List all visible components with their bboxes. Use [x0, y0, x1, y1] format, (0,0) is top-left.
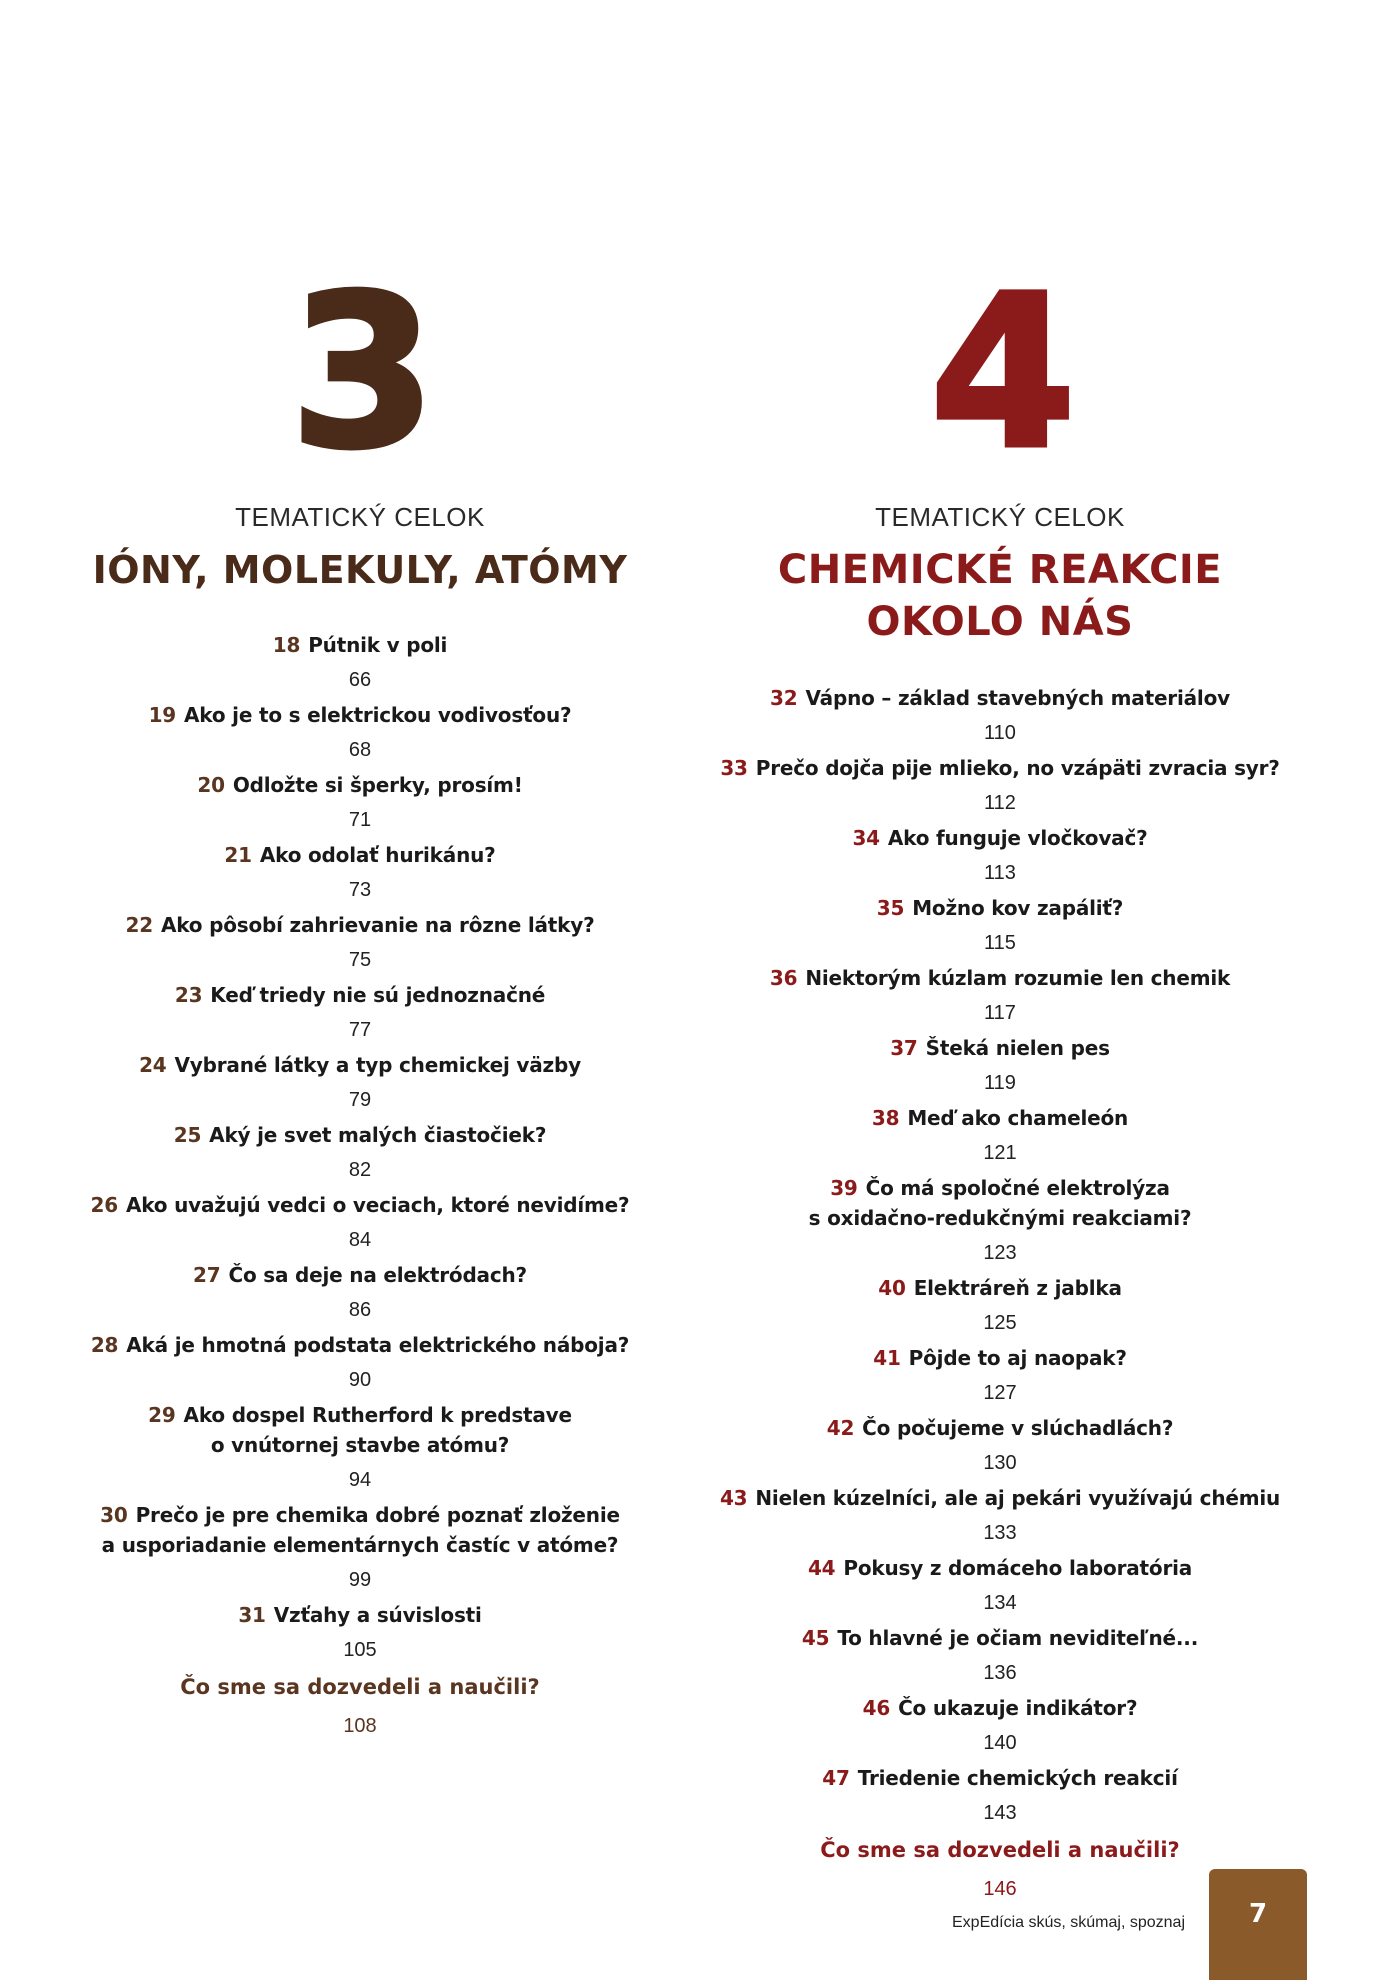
lesson-title-line: Vybrané látky a typ chemickej väzby: [174, 1053, 581, 1077]
lesson-page-number: 86: [348, 1299, 372, 1321]
unit-label: TEMATICKÝ CELOK: [235, 502, 485, 532]
toc-entry-title: [60, 1050, 660, 1080]
toc-entry-title: [700, 1413, 1300, 1443]
lesson-page-number: 140: [983, 1732, 1017, 1754]
toc-entry[interactable]: [700, 1173, 1300, 1273]
toc-entry-title: [700, 1273, 1300, 1303]
toc-entry-title: [60, 1500, 660, 1560]
lesson-title-line: Čo má spoločné elektrolýza: [865, 1176, 1170, 1200]
lesson-title-line: Triedenie chemických reakcií: [857, 1766, 1178, 1790]
lesson-number: 26: [90, 1193, 118, 1217]
lesson-page-number: 73: [348, 879, 372, 901]
toc-entry[interactable]: [60, 1600, 660, 1670]
toc-entry[interactable]: [60, 1190, 660, 1260]
lesson-title-line: Niektorým kúzlam rozumie len chemik: [805, 966, 1231, 990]
toc-entry-title: [60, 700, 660, 730]
lesson-title-line: Pokusy z domáceho laboratória: [843, 1556, 1193, 1580]
lesson-title-line: Aký je svet malých čiastočiek?: [209, 1123, 547, 1147]
toc-list: [700, 683, 1300, 1913]
summary-title: Čo sme sa dozvedeli a naučili?: [820, 1838, 1180, 1862]
toc-entry[interactable]: [60, 980, 660, 1050]
toc-entry[interactable]: [60, 1050, 660, 1120]
toc-summary-entry[interactable]: [60, 1672, 660, 1750]
lesson-title-line: To hlavné je očiam neviditeľné...: [837, 1626, 1199, 1650]
toc-entry[interactable]: [60, 1260, 660, 1330]
toc-entry[interactable]: [700, 1483, 1300, 1553]
lesson-number: 22: [125, 913, 153, 937]
lesson-title-line: s oxidačno-redukčnými reakciami?: [808, 1206, 1192, 1230]
toc-entry-title: [60, 1120, 660, 1150]
lesson-number: 19: [148, 703, 177, 727]
toc-entry[interactable]: [700, 1273, 1300, 1343]
lesson-page-number: 121: [983, 1142, 1017, 1164]
lesson-page-number: 134: [983, 1592, 1017, 1614]
lesson-page-number: 136: [983, 1662, 1017, 1684]
lesson-page-number: 127: [983, 1382, 1017, 1404]
toc-entry[interactable]: [60, 1330, 660, 1400]
toc-entry-title: [700, 1763, 1300, 1793]
lesson-page-number: 84: [348, 1229, 372, 1251]
toc-entry-title: [700, 1693, 1300, 1723]
lesson-title-line: Čo ukazuje indikátor?: [898, 1696, 1138, 1720]
lesson-page-number: 113: [984, 862, 1016, 884]
summary-page-number: 108: [343, 1715, 377, 1737]
toc-entry[interactable]: [700, 893, 1300, 963]
lesson-number: 34: [852, 826, 880, 850]
lesson-title-line: Šteká nielen pes: [925, 1036, 1110, 1060]
lesson-number: 30: [100, 1503, 128, 1527]
lesson-number: 25: [173, 1123, 202, 1147]
lesson-title-line: Vzťahy a súvislosti: [273, 1603, 482, 1627]
lesson-page-number: 99: [348, 1569, 372, 1591]
toc-entry-title: [60, 1400, 660, 1460]
lesson-title-line: Ako odolať hurikánu?: [259, 843, 496, 867]
toc-entry[interactable]: [60, 910, 660, 980]
toc-entry-title: [700, 1033, 1300, 1063]
lesson-number: 41: [873, 1346, 901, 1370]
toc-entry-title: [60, 1330, 660, 1360]
toc-entry[interactable]: [700, 1693, 1300, 1763]
toc-entry[interactable]: [700, 1033, 1300, 1103]
lesson-number: 37: [890, 1036, 918, 1060]
lesson-title-line: Keď triedy nie sú jednoznačné: [210, 983, 546, 1007]
lesson-page-number: 94: [348, 1469, 372, 1491]
lesson-number: 42: [826, 1416, 855, 1440]
lesson-page-number: 115: [984, 932, 1016, 954]
lesson-title-line: Ako pôsobí zahrievanie na rôzne látky?: [160, 913, 595, 937]
toc-entry[interactable]: [60, 770, 660, 840]
lesson-number: 31: [238, 1603, 266, 1627]
toc-entry-title: [60, 770, 660, 800]
toc-entry-title: [60, 1260, 660, 1290]
toc-entry-title: [700, 683, 1300, 713]
lesson-number: 38: [871, 1106, 900, 1130]
summary-title: Čo sme sa dozvedeli a naučili?: [180, 1675, 540, 1699]
summary-page-number: 146: [983, 1878, 1017, 1900]
toc-entry[interactable]: [60, 630, 660, 700]
lesson-page-number: 90: [348, 1369, 372, 1391]
unit-number: 3: [289, 250, 431, 495]
lesson-number: 47: [822, 1766, 850, 1790]
book-series-title: ExpEdícia skús, skúmaj, spoznaj: [952, 1914, 1185, 1931]
lesson-title-line: Ako funguje vločkovač?: [887, 826, 1148, 850]
toc-entry[interactable]: [700, 753, 1300, 823]
toc-entry-title: [60, 630, 660, 660]
toc-entry[interactable]: [700, 1763, 1300, 1833]
toc-entry-title: [700, 753, 1300, 783]
lesson-number: 36: [769, 966, 798, 990]
lesson-page-number: 71: [348, 809, 372, 831]
lesson-page-number: 117: [984, 1002, 1016, 1024]
toc-entry[interactable]: [700, 963, 1300, 1033]
lesson-page-number: 82: [348, 1159, 372, 1181]
lesson-page-number: 105: [343, 1639, 377, 1661]
lesson-number: 23: [174, 983, 203, 1007]
lesson-page-number: 123: [983, 1242, 1017, 1264]
toc-entry-title: [700, 1483, 1300, 1513]
toc-entry-title: [60, 1190, 660, 1220]
lesson-title-line: Ako je to s elektrickou vodivosťou?: [184, 703, 572, 727]
lesson-number: 45: [801, 1626, 830, 1650]
toc-entry-title: [700, 893, 1300, 923]
toc-entry-title: [700, 823, 1300, 853]
toc-entry[interactable]: [700, 1553, 1300, 1623]
lesson-title-line: Ako uvažujú vedci o veciach, ktoré nevidíme?: [125, 1193, 630, 1217]
unit-title: IÓNY, MOLEKULY, ATÓMY: [92, 548, 628, 592]
toc-entry-title: [700, 1343, 1300, 1373]
lesson-page-number: 110: [984, 722, 1016, 744]
toc-entry-title: [700, 963, 1300, 993]
toc-entry-title: [700, 1553, 1300, 1583]
lesson-number: 33: [720, 756, 748, 780]
lesson-title-line: Nielen kúzelníci, ale aj pekári využívajú chémiu: [755, 1486, 1281, 1510]
lesson-number: 43: [719, 1486, 748, 1510]
unit-title-line: OKOLO NÁS: [866, 599, 1134, 645]
lesson-title-line: Meď ako chameleón: [907, 1106, 1129, 1130]
lesson-number: 46: [862, 1696, 891, 1720]
lesson-title-line: Pútnik v poli: [308, 633, 448, 657]
toc-entry[interactable]: [60, 1120, 660, 1190]
lesson-title-line: Aká je hmotná podstata elektrického náboja?: [126, 1333, 630, 1357]
lesson-number: 20: [197, 773, 225, 797]
lesson-page-number: 125: [983, 1312, 1017, 1334]
lesson-number: 27: [193, 1263, 221, 1287]
lesson-number: 29: [148, 1403, 176, 1427]
toc-entry-title: [60, 840, 660, 870]
lesson-page-number: 77: [348, 1019, 372, 1041]
lesson-page-number: 143: [983, 1802, 1017, 1824]
lesson-title-line: Pôjde to aj naopak?: [908, 1346, 1127, 1370]
lesson-number: 32: [770, 686, 798, 710]
lesson-title-line: a usporiadanie elementárnych častíc v atóme?: [101, 1533, 619, 1557]
toc-entry[interactable]: [700, 1343, 1300, 1413]
lesson-title-line: Možno kov zapáliť?: [912, 896, 1124, 920]
toc-entry[interactable]: [60, 840, 660, 910]
lesson-number: 35: [876, 896, 905, 920]
toc-entry[interactable]: [700, 1413, 1300, 1483]
lesson-title-line: Čo počujeme v slúchadlách?: [862, 1416, 1174, 1440]
unit-number: 4: [929, 250, 1071, 495]
unit-title-line: CHEMICKÉ REAKCIE: [777, 547, 1223, 593]
lesson-page-number: 66: [348, 669, 372, 691]
lesson-number: 28: [90, 1333, 119, 1357]
lesson-number: 21: [224, 843, 252, 867]
lesson-page-number: 119: [984, 1072, 1016, 1094]
lesson-page-number: 130: [983, 1452, 1017, 1474]
lesson-title-line: Ako dospel Rutherford k predstave: [183, 1403, 572, 1427]
page-number-tab: [1209, 1869, 1307, 1980]
lesson-page-number: 75: [348, 949, 372, 971]
toc-entry-title: [60, 910, 660, 940]
toc-entry-title: [700, 1173, 1300, 1233]
toc-entry-title: [60, 980, 660, 1010]
lesson-title-line: o vnútornej stavbe atómu?: [210, 1433, 510, 1457]
lesson-title-line: Čo sa deje na elektródach?: [228, 1263, 527, 1287]
lesson-page-number: 112: [984, 792, 1016, 814]
lesson-number: 24: [139, 1053, 167, 1077]
lesson-page-number: 133: [983, 1522, 1017, 1544]
toc-entry-title: [60, 1600, 660, 1630]
unit-label: TEMATICKÝ CELOK: [875, 502, 1125, 532]
lesson-number: 39: [830, 1176, 858, 1200]
lesson-title-line: Elektráreň z jablka: [913, 1276, 1122, 1300]
lesson-title-line: Prečo je pre chemika dobré poznať zloženie: [135, 1503, 620, 1527]
toc-entry[interactable]: [60, 700, 660, 770]
lesson-page-number: 79: [348, 1089, 372, 1111]
toc-entry-title: [700, 1623, 1300, 1653]
lesson-number: 44: [807, 1556, 836, 1580]
lesson-title-line: Prečo dojča pije mlieko, no vzápäti zvracia syr?: [755, 756, 1280, 780]
lesson-number: 40: [878, 1276, 906, 1300]
toc-entry-title: [700, 1103, 1300, 1133]
toc-entry[interactable]: [700, 1103, 1300, 1173]
toc-entry[interactable]: [700, 683, 1300, 753]
lesson-title-line: Odložte si šperky, prosím!: [232, 773, 523, 797]
toc-list: [60, 630, 660, 1750]
toc-entry[interactable]: [700, 823, 1300, 893]
toc-entry[interactable]: [700, 1623, 1300, 1693]
lesson-number: 18: [272, 633, 301, 657]
toc-entry[interactable]: [60, 1500, 660, 1600]
unit-title: [700, 544, 1300, 648]
toc-entry[interactable]: [60, 1400, 660, 1500]
lesson-page-number: 68: [348, 739, 372, 761]
page-number: 7: [1248, 1899, 1268, 1929]
lesson-title-line: Vápno – základ stavebných materiálov: [805, 686, 1230, 710]
